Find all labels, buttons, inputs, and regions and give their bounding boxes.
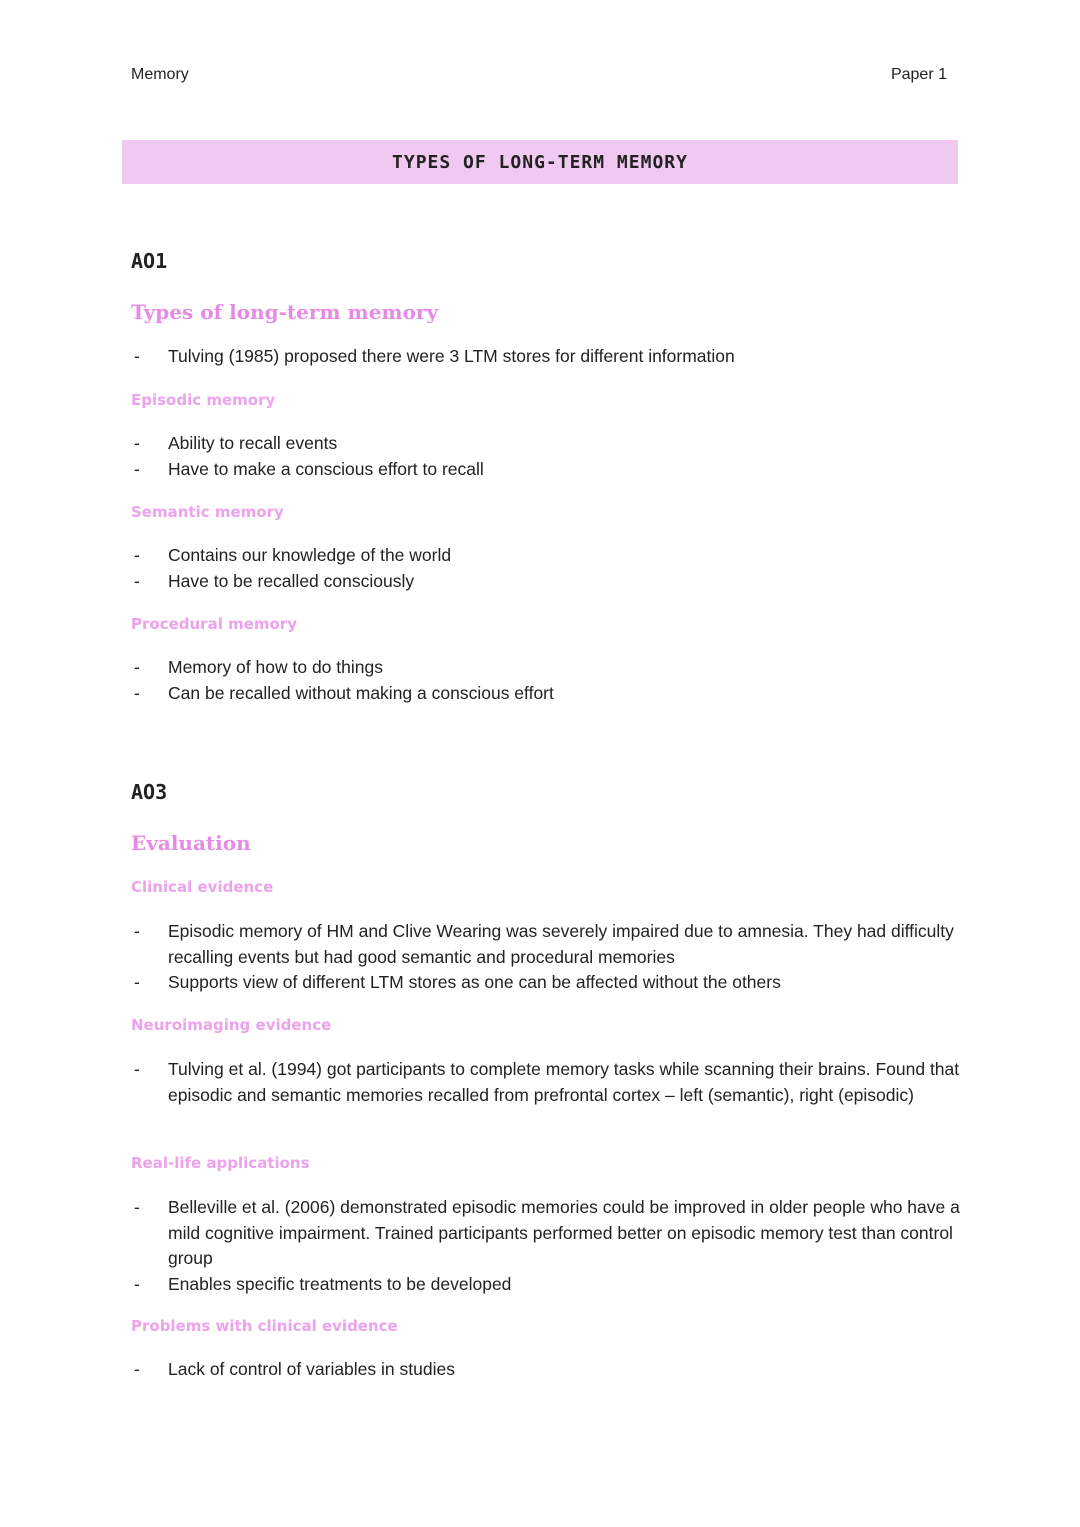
neuroimaging-list (131, 1057, 961, 1108)
problems-heading: Problems with clinical evidence (131, 1317, 398, 1335)
list-item: - Memory of how to do things (131, 655, 961, 681)
episodic-heading: Episodic memory (131, 391, 276, 409)
list-item: - Episodic memory of HM and Clive Wearing was severely impaired due to amnesia. They had difficulty recalling events but had good semantic and procedural memories (131, 919, 961, 970)
list-item: - Tulving (1985) proposed there were 3 LTM stores for different information (131, 344, 961, 370)
clinical-list (131, 919, 961, 996)
page-title: TYPES OF LONG-TERM MEMORY (392, 151, 688, 173)
ao3-section-title: Evaluation (131, 831, 251, 855)
header-right: Paper 1 (890, 66, 947, 83)
real-life-heading: Real-life applications (131, 1154, 310, 1172)
semantic-list (131, 543, 961, 594)
clinical-heading: Clinical evidence (131, 878, 274, 896)
list-item: - Ability to recall events (131, 431, 961, 457)
semantic-heading: Semantic memory (131, 503, 284, 521)
intro-list (131, 344, 961, 370)
procedural-list (131, 655, 961, 706)
problems-list (131, 1357, 961, 1383)
neuroimaging-heading: Neuroimaging evidence (131, 1016, 332, 1034)
episodic-list (131, 431, 961, 482)
list-item: - Supports view of different LTM stores as one can be affected without the others (131, 970, 961, 996)
title-banner (122, 140, 958, 184)
list-item: - Lack of control of variables in studies (131, 1357, 961, 1383)
list-item: - Belleville et al. (2006) demonstrated episodic memories could be improved in older people who have a mild cognitive impairment. Trained participants performed better on episodic memory test than control group (131, 1195, 961, 1272)
procedural-heading: Procedural memory (131, 615, 297, 633)
real-life-list (131, 1195, 961, 1297)
list-item: - Can be recalled without making a conscious effort (131, 681, 961, 707)
list-item: - Enables specific treatments to be developed (131, 1272, 961, 1298)
list-item: - Tulving et al. (1994) got participants to complete memory tasks while scanning their brains. Found that episodic and semantic memories recalled from prefrontal cortex – left (semantic), right (episodic) (131, 1057, 961, 1108)
ao1-label: AO1 (131, 249, 168, 273)
header-left: Memory (131, 66, 189, 83)
list-item: - Contains our knowledge of the world (131, 543, 961, 569)
list-item: - Have to be recalled consciously (131, 569, 961, 595)
list-item: - Have to make a conscious effort to recall (131, 457, 961, 483)
ao3-label: AO3 (131, 780, 168, 804)
ao1-section-title: Types of long-term memory (131, 300, 439, 324)
